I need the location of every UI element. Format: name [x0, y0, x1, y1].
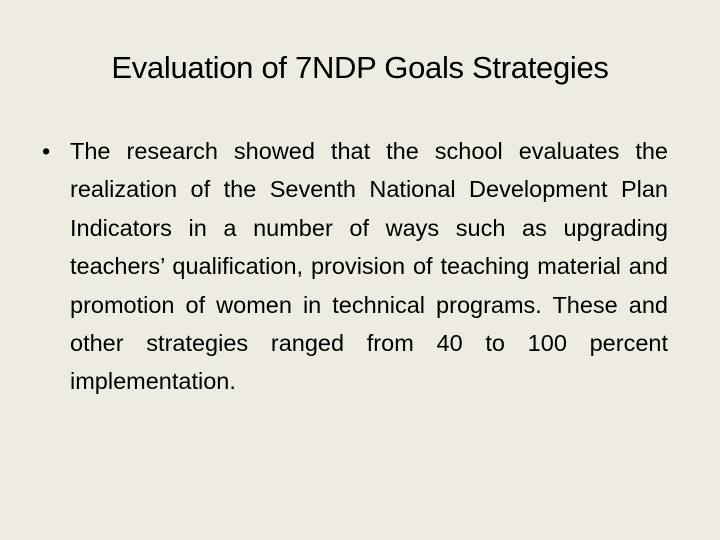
slide-title: Evaluation of 7NDP Goals Strategies — [111, 50, 609, 85]
bullet-marker: • — [42, 138, 51, 164]
bullet-item — [36, 132, 668, 401]
bullet-text: The research showed that the school evaluates the realization of the Seventh National Development Plan Indicators in a number of ways such as upgrading teachers’ qualification, provision of teaching material and promotion of women in technical programs. These and other strategies ranged from 40 to 100 percent implementation. — [70, 138, 668, 395]
bullet-list — [36, 132, 668, 401]
